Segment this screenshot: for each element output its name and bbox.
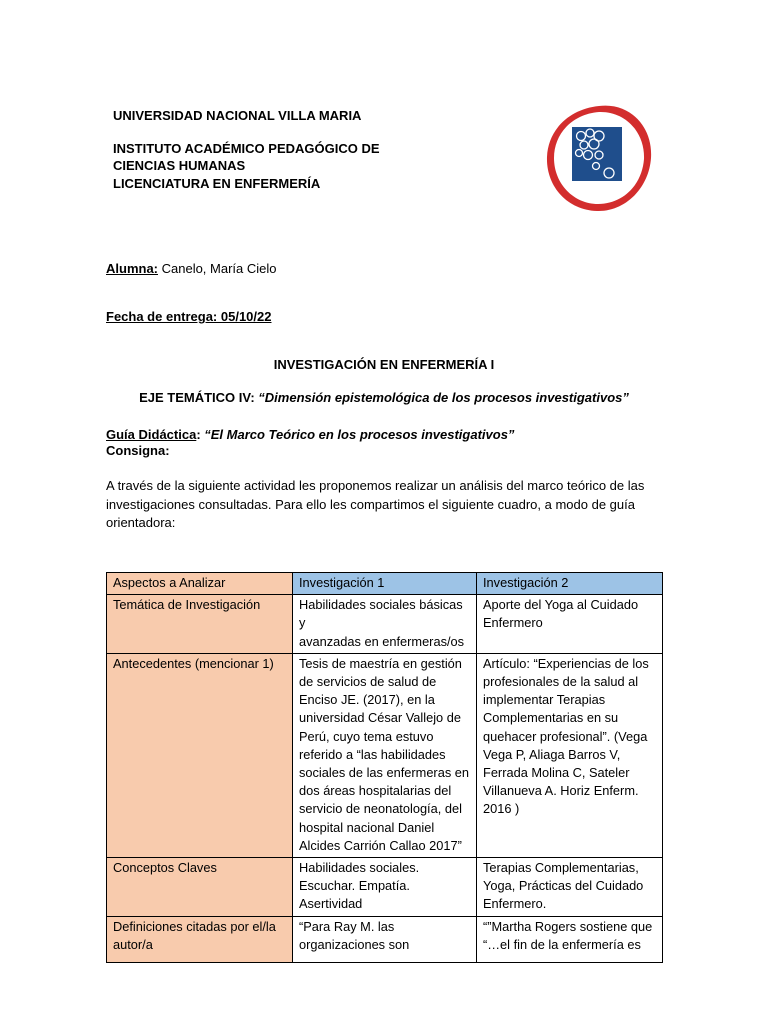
university-logo xyxy=(541,100,657,216)
aspect-cell xyxy=(107,653,293,857)
cell-line: quehacer profesional”. (Vega xyxy=(483,728,648,744)
axis-line xyxy=(0,389,768,407)
cell-line: Ferrada Molina C, Sateler xyxy=(483,765,630,781)
cell-line: Villanueva A. Horiz Enferm. xyxy=(483,783,639,799)
table-row xyxy=(107,653,663,857)
axis-title: “Dimensión epistemológica de los procesos investigativos” xyxy=(258,390,629,405)
inv2-cell xyxy=(477,916,663,962)
cell-line: Vega P, Aliaga Barros V, xyxy=(483,746,621,762)
cell-line: profesionales de la salud al xyxy=(483,674,639,690)
cell-line: organizaciones son xyxy=(299,936,410,952)
cell-line: avanzadas en enfermeras/os xyxy=(299,633,465,649)
cell-line: servicio de neonatología, del xyxy=(299,801,462,817)
cell-line: “Para Ray M. las xyxy=(299,918,395,934)
cell-line: Enfermero xyxy=(483,615,543,631)
header-investigation-1: Investigación 1 xyxy=(293,573,477,595)
cell-line: autor/a xyxy=(113,936,153,952)
cell-line: Aporte del Yoga al Cuidado xyxy=(483,597,639,613)
header-aspects: Aspectos a Analizar xyxy=(107,573,293,595)
cell-line: Habilidades sociales. xyxy=(299,860,420,876)
student-name: Canelo, María Cielo xyxy=(158,261,277,276)
cell-line: Tesis de maestría en gestión xyxy=(299,655,462,671)
aspect-cell xyxy=(107,858,293,917)
cell-line: Conceptos Claves xyxy=(113,860,217,876)
cell-line: de servicios de salud de xyxy=(299,674,437,690)
cell-line: “…el fin de la enfermería es xyxy=(483,936,641,952)
cell-line: Escuchar. Empatía. xyxy=(299,878,410,894)
guide-label: Guía Didáctica xyxy=(106,427,197,442)
inv1-cell xyxy=(293,916,477,962)
axis-label: EJE TEMÁTICO IV: xyxy=(139,390,259,405)
cell-line: Enfermero. xyxy=(483,896,547,912)
instructions-line3: orientadora: xyxy=(106,515,176,530)
inv2-cell xyxy=(477,595,663,654)
inv2-cell xyxy=(477,858,663,917)
inv1-cell xyxy=(293,653,477,857)
cell-line: sociales de las enfermeras en xyxy=(299,765,470,781)
instructions-line1: A través de la siguiente actividad les proponemos realizar un análisis del marco teórico de las xyxy=(106,478,645,493)
inv2-cell xyxy=(477,653,663,857)
cell-line: Definiciones citadas por el/la xyxy=(113,918,276,934)
consigna-label: Consigna: xyxy=(106,443,170,458)
header-investigation-2: Investigación 2 xyxy=(477,573,663,595)
table-row xyxy=(107,858,663,917)
table-row xyxy=(107,916,663,962)
cell-line: implementar Terapias xyxy=(483,692,606,708)
inv1-cell xyxy=(293,858,477,917)
analysis-table xyxy=(106,572,663,963)
cell-line: Complementarias en su xyxy=(483,710,619,726)
cell-line: hospital nacional Daniel xyxy=(299,819,435,835)
aspect-cell xyxy=(107,916,293,962)
career-name: LICENCIATURA EN ENFERMERÍA xyxy=(113,176,321,191)
table-row xyxy=(107,595,663,654)
aspect-cell xyxy=(107,595,293,654)
delivery-date: Fecha de entrega: 05/10/22 xyxy=(106,309,272,324)
student-line xyxy=(106,260,277,278)
cell-line: Habilidades sociales básicas y xyxy=(299,597,463,631)
guide-title: “El Marco Teórico en los procesos investigativos” xyxy=(204,427,515,442)
cell-line: Temática de Investigación xyxy=(113,597,261,613)
university-name: UNIVERSIDAD NACIONAL VILLA MARIA xyxy=(113,108,362,123)
guide-colon: : xyxy=(196,427,205,442)
cell-line: dos áreas hospitalarias del xyxy=(299,783,452,799)
cell-line: “”Martha Rogers sostiene que xyxy=(483,918,653,934)
cell-line: Alcides Carrión Callao 2017” xyxy=(299,837,462,853)
cell-line: Terapias Complementarias, xyxy=(483,860,639,876)
cell-line: universidad César Vallejo de xyxy=(299,710,461,726)
cell-line: Asertividad xyxy=(299,896,363,912)
cell-line: Perú, cuyo tema estuvo xyxy=(299,728,434,744)
inv1-cell xyxy=(293,595,477,654)
institute-name-line1: INSTITUTO ACADÉMICO PEDAGÓGICO DE xyxy=(113,141,380,156)
cell-line: Yoga, Prácticas del Cuidado xyxy=(483,878,644,894)
instructions-line2: investigaciones consultadas. Para ello les compartimos el siguiente cuadro, a modo de guía xyxy=(106,497,635,512)
cell-line: Artículo: “Experiencias de los xyxy=(483,655,649,671)
student-label: Alumna: xyxy=(106,261,158,276)
table-header-row xyxy=(107,573,663,595)
cell-line: Antecedentes (mencionar 1) xyxy=(113,655,274,671)
cell-line: Enciso JE. (2017), en la xyxy=(299,692,435,708)
cell-line: 2016 ) xyxy=(483,801,520,817)
course-title: INVESTIGACIÓN EN ENFERMERÍA I xyxy=(273,357,495,372)
institute-name-line2: CIENCIAS HUMANAS xyxy=(113,158,246,173)
cell-line: referido a “las habilidades xyxy=(299,746,446,762)
